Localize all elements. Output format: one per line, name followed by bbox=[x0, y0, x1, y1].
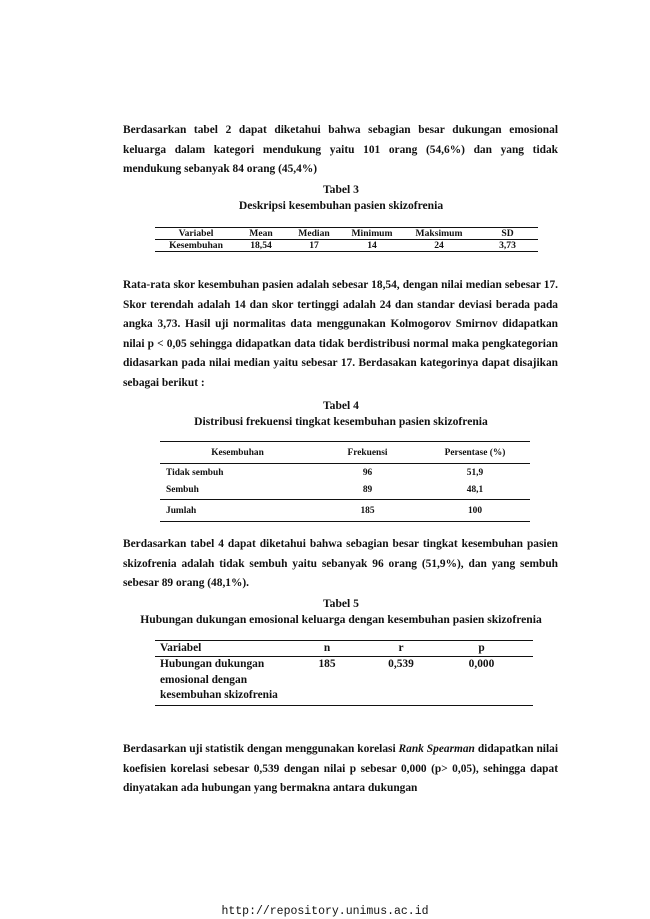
table4-cell: 96 bbox=[362, 467, 373, 478]
table3-header-median: Median bbox=[298, 228, 330, 239]
table5-header-n: n bbox=[323, 642, 331, 654]
table5-header-variabel: Variabel bbox=[160, 642, 202, 654]
table4-header-persentase: Persentase (%) bbox=[444, 447, 506, 458]
table4-cell: 89 bbox=[362, 485, 373, 496]
table3-cell: 24 bbox=[434, 240, 444, 251]
paragraph-4-after: didapatkan nilai koefisien korelasi sebesar 0,539 dengan nilai p sebesar 0,000 (p> 0,05), sehingga dapat dinyatakan ada hubungan yang bermakna antara dukungan bbox=[123, 743, 558, 795]
table4-cell: Sembuh bbox=[166, 485, 199, 496]
table4-total-frekuensi: 185 bbox=[360, 505, 375, 516]
table4-label: Tabel 4 bbox=[323, 399, 359, 412]
table3-header-mean: Mean bbox=[249, 228, 273, 239]
footer-url: http://repository.unimus.ac.id bbox=[221, 905, 429, 918]
table4-total-label: Jumlah bbox=[166, 505, 197, 516]
table5 bbox=[155, 640, 533, 706]
table4-total-persentase: 100 bbox=[467, 505, 483, 516]
table3-cell: 3,73 bbox=[499, 240, 516, 251]
table-row bbox=[155, 657, 533, 706]
paragraph-4 bbox=[123, 740, 558, 799]
table5-cell-variabel: Hubungan dukungan emosional dengan kesembuhan skizofrenia bbox=[160, 658, 278, 701]
table-row bbox=[160, 500, 530, 522]
table4-title: Distribusi frekuensi tingkat kesembuhan pasien skizofrenia bbox=[194, 415, 488, 428]
table3-header-variabel: Variabel bbox=[178, 228, 214, 239]
table3-title: Deskripsi kesembuhan pasien skizofrenia bbox=[238, 199, 444, 212]
table3-cell: 17 bbox=[309, 240, 319, 251]
table5-header-r: r bbox=[398, 642, 404, 654]
table5-cell-p: 0,000 bbox=[468, 658, 495, 671]
table3-cell: 18,54 bbox=[250, 240, 272, 251]
table3 bbox=[155, 227, 538, 252]
table5-cell-r: 0,539 bbox=[388, 658, 414, 671]
table3-header-maksimum: Maksimum bbox=[415, 228, 463, 239]
paragraph-3: Berdasarkan tabel 4 dapat diketahui bahwa sebagian besar tingkat kesembuhan pasien skizofrenia adalah tidak sembuh yaitu sebanyak 96 orang (51,9%), dan yang sembuh sebesar 89 orang (48,1%). bbox=[123, 538, 558, 590]
table5-header-p: p bbox=[478, 642, 485, 654]
table5-label: Tabel 5 bbox=[323, 597, 359, 610]
paragraph-4-before: Berdasarkan uji statistik dengan menggunakan korelasi bbox=[123, 743, 399, 755]
table4-header-frekuensi: Frekuensi bbox=[347, 447, 388, 458]
table3-cell: 14 bbox=[367, 240, 377, 251]
table4-cell: Tidak sembuh bbox=[166, 467, 224, 478]
table5-title: Hubungan dukungan emosional keluarga dengan kesembuhan pasien skizofrenia bbox=[140, 613, 542, 626]
table3-header-sd: SD bbox=[501, 228, 514, 239]
table3-label: Tabel 3 bbox=[323, 183, 359, 196]
table4 bbox=[160, 441, 530, 522]
table-row bbox=[160, 464, 530, 482]
table4-header-kesembuhan: Kesembuhan bbox=[211, 447, 264, 458]
table-row bbox=[160, 482, 530, 500]
table3-cell: Kesembuhan bbox=[169, 240, 223, 251]
table4-cell: 51,9 bbox=[466, 467, 484, 478]
paragraph-4-italic: Rank Spearman bbox=[398, 743, 475, 755]
table4-cell: 48,1 bbox=[466, 485, 484, 496]
table-row bbox=[155, 240, 538, 252]
paragraph-2: Rata-rata skor kesembuhan pasien adalah sebesar 18,54, dengan nilai median sebesar 17. Skor terendah adalah 14 dan skor tertinggi adalah 24 dan standar deviasi berada pada angka 3,73. Hasil uji normalitas data menggunakan Kolmogorov Smirnov didapatkan nilai p < 0,05 sehingga didapatkan data tidak berdistribusi normal maka pengkategorian didasarkan pada nilai median yaitu sebesar 17. Berdasakan kategorinya dapat disajikan sebagai berikut : bbox=[123, 279, 558, 389]
paragraph-1: Berdasarkan tabel 2 dapat diketahui bahwa sebagian besar dukungan emosional keluarga dalam kategori mendukung yaitu 101 orang (54,6%) dan yang tidak mendukung sebanyak 84 orang (45,4%) bbox=[123, 124, 558, 176]
table5-cell-n: 185 bbox=[318, 658, 336, 671]
table3-header-minimum: Minimum bbox=[351, 228, 393, 239]
